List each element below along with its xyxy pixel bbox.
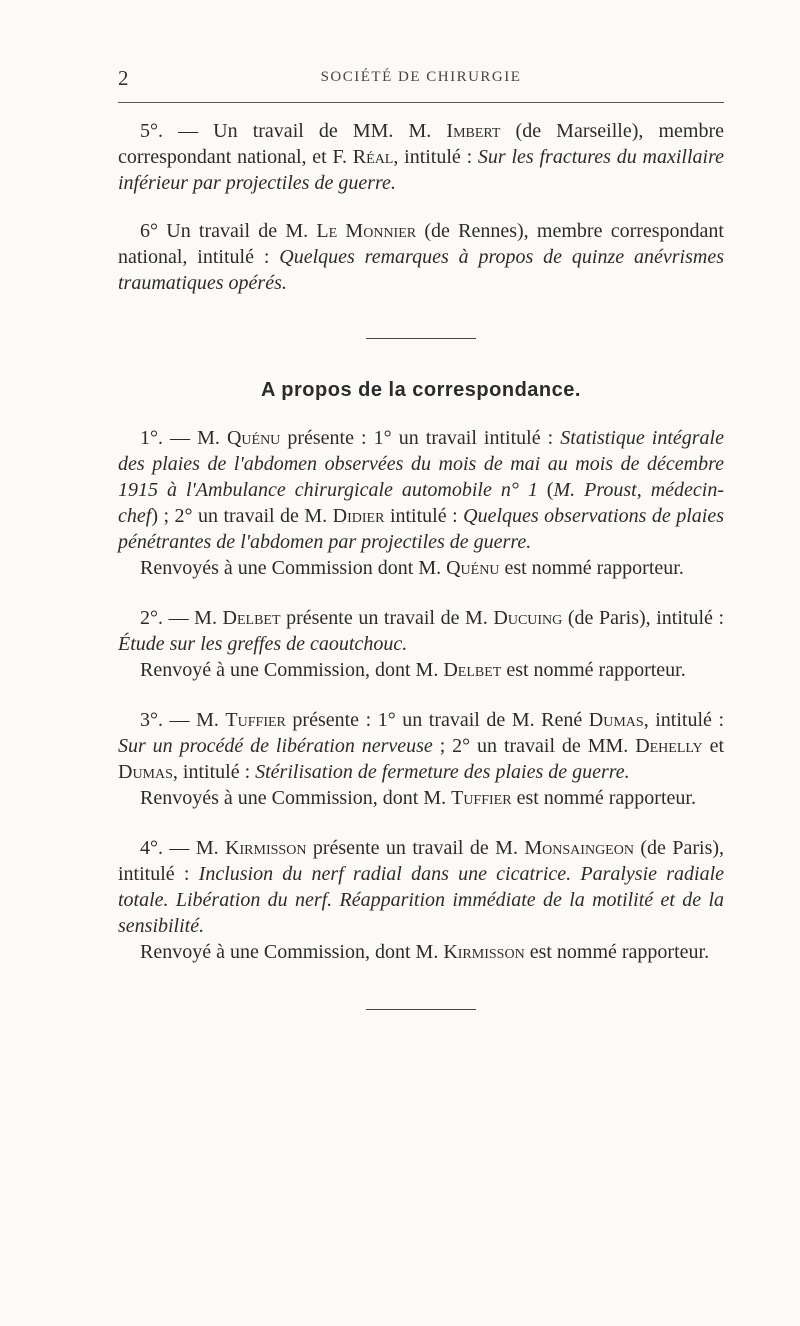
correspondence-item-4 (118, 835, 724, 939)
author-name: Delbet (222, 607, 281, 629)
referral-sentence (118, 555, 724, 581)
work-title: Quelques remarques à propos de quinze anévrismes traumatiques opérés. (118, 246, 725, 294)
item-text: , intitulé : (172, 761, 256, 783)
item-text: présente : 1° un travail de M. René (285, 709, 589, 731)
item-6-text: (de Rennes), membre correspondant national, intitulé : (118, 220, 724, 268)
end-separator (366, 1009, 476, 1010)
item-text: est nommé rapporteur. (511, 787, 696, 809)
author-name: Delbet (443, 659, 502, 681)
header-rule (118, 102, 724, 103)
referral-sentence (118, 939, 724, 965)
item-text: présente un travail de M. (306, 837, 525, 859)
work-title: Sur un procédé de libération nerveuse (118, 735, 433, 757)
item-5-text: (de Marseille), membre correspondant national, et F. (118, 120, 724, 168)
item-text: intitulé : (384, 505, 464, 527)
author-name: Tuffier (225, 709, 286, 731)
item-text: est nommé rapporteur. (501, 659, 686, 681)
author-name: Didier (332, 505, 385, 527)
item-text: 3°. — M. (140, 709, 226, 731)
item-text: 2°. — M. (140, 607, 223, 629)
item-text: , intitulé : (643, 709, 725, 731)
work-title: Statistique intégrale des plaies de l'abdomen observées du mois de mai au mois de décembre 1915 à l'Ambulance chirurgicale automobile n° 1 (118, 427, 724, 501)
item-text: Renvoyés à une Commission, dont M. (140, 787, 452, 809)
item-text: (de Paris), intitulé : (118, 837, 725, 885)
author-name: Kirmisson (225, 837, 307, 859)
author-name: Monsaingeon (524, 837, 634, 859)
body-text (118, 118, 724, 1010)
item-6-number: 6° Un travail de M. (140, 220, 317, 242)
author-name: Quénu (226, 427, 281, 449)
item-text: ; 2° un travail de MM. (432, 735, 636, 757)
author-name: Kirmisson (443, 941, 525, 963)
author-name: Réal (352, 146, 394, 168)
item-text: présente un travail de M. (280, 607, 494, 629)
section-separator (366, 338, 476, 339)
work-title: M. Proust, médecin-chef (118, 479, 724, 527)
correspondence-item-2 (118, 605, 724, 657)
correspondence-item-3 (118, 707, 724, 785)
author-name: Quénu (446, 557, 500, 579)
work-title: Sur les fractures du maxillaire inférieur par projectiles de guerre. (118, 146, 724, 194)
item-text: Renvoyés à une Commission dont M. (140, 557, 447, 579)
item-text: 4°. — M. (140, 837, 226, 859)
item-text: (de Paris), intitulé : (562, 607, 725, 629)
item-6-paragraph (118, 218, 724, 296)
author-name: Imbert (446, 120, 501, 142)
work-title: Inclusion du nerf radial dans une cicatrice. Paralysie radiale totale. Libération du nerf. Réapparition immédiate de la motilité et de la sensibilité. (118, 863, 724, 937)
item-text: est nommé rapporteur. (499, 557, 684, 579)
correspondence-item-1 (118, 425, 724, 555)
running-head: SOCIÉTÉ DE CHIRURGIE (320, 69, 522, 85)
item-text: ) ; 2° un travail de M. (151, 505, 333, 527)
work-title: Quelques observations de plaies pénétrantes de l'abdomen par projectiles de guerre. (118, 505, 725, 553)
item-5-paragraph (118, 118, 724, 196)
item-text: 1°. — M. (140, 427, 227, 449)
item-text: présente : 1° un travail intitulé : (280, 427, 561, 449)
item-5-number: 5°. — Un travail de MM. M. (140, 120, 447, 142)
author-name: Tuffier (451, 787, 512, 809)
work-title: Stérilisation de fermeture des plaies de guerre. (255, 761, 630, 783)
work-title: Étude sur les greffes de caoutchouc. (118, 633, 408, 655)
author-name: Dumas (118, 761, 173, 783)
item-text: Renvoyé à une Commission, dont M. (140, 941, 444, 963)
page-header (118, 66, 724, 90)
referral-sentence (118, 657, 724, 683)
item-5-text: , intitulé : (393, 146, 478, 168)
author-name: Dumas (588, 709, 644, 731)
author-name: Le Monnier (316, 220, 417, 242)
author-name: Ducuing (493, 607, 563, 629)
item-text: est nommé rapporteur. (524, 941, 710, 963)
item-text: Renvoyé à une Commission, dont M. (140, 659, 444, 681)
author-name: Dehelly (635, 735, 703, 757)
item-text: ( (537, 479, 554, 501)
section-title: A propos de la correspondance. (261, 379, 581, 401)
page-number: 2 (118, 66, 129, 90)
referral-sentence (118, 785, 724, 811)
item-text: et (702, 735, 725, 757)
